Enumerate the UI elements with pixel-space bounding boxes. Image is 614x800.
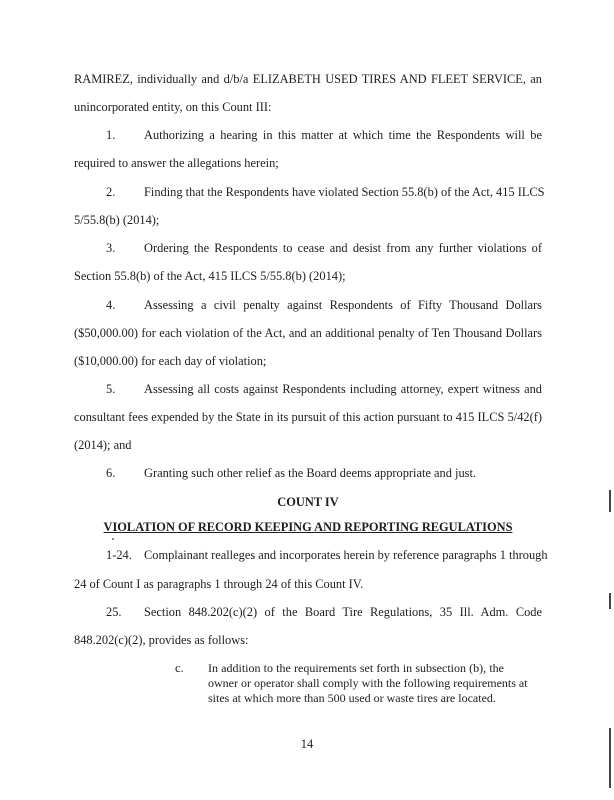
quote-marker: c.: [175, 661, 184, 675]
count-heading: COUNT IV: [277, 495, 339, 509]
para-1-24-continuation: 24 of Count I as paragraphs 1 through 24 of this Count IV.: [74, 577, 364, 591]
para-25-text: Section 848.202(c)(2) of the Board Tire Regulations, 35 Ill. Adm. Code: [144, 605, 542, 619]
quote-line-2: owner or operator shall comply with the following requirements at: [208, 676, 528, 690]
item-2-number: 2.: [106, 185, 116, 199]
item-4-text: Assessing a civil penalty against Respondents of Fifty Thousand Dollars: [144, 298, 542, 312]
item-6-text: Granting such other relief as the Board deems appropriate and just.: [144, 466, 477, 480]
para-1-24-text: Complainant realleges and incorporates herein by reference paragraphs 1 through: [144, 548, 548, 562]
quote-line-3: sites at which more than 500 used or waste tires are located.: [208, 691, 496, 705]
item-1-text: Authorizing a hearing in this matter at which time the Respondents will be: [144, 128, 542, 142]
item-3-continuation: Section 55.8(b) of the Act, 415 ILCS 5/55.8(b) (2014);: [74, 269, 346, 283]
item-1-number: 1.: [106, 128, 116, 142]
item-5-text: Assessing all costs against Respondents including attorney, expert witness and: [144, 382, 542, 396]
item-3-text: Ordering the Respondents to cease and desist from any further violations of: [144, 241, 542, 255]
scan-edge-mark: [609, 728, 611, 788]
scan-speck: [112, 538, 114, 540]
item-2-text: Finding that the Respondents have violated Section 55.8(b) of the Act, 415 ILCS: [144, 185, 545, 199]
quote-line-1: In addition to the requirements set forth in subsection (b), the: [208, 661, 504, 675]
para-25-number: 25.: [106, 605, 122, 619]
scan-edge-mark: [609, 490, 611, 512]
item-1-continuation: required to answer the allegations herein;: [74, 156, 279, 170]
para-25-continuation: 848.202(c)(2), provides as follows:: [74, 633, 249, 647]
item-4-continuation-1: ($50,000.00) for each violation of the Act, and an additional penalty of Ten Thousand Dollars: [74, 326, 542, 340]
count-title: VIOLATION OF RECORD KEEPING AND REPORTING REGULATIONS: [103, 520, 513, 534]
item-4-continuation-2: ($10,000.00) for each day of violation;: [74, 354, 267, 368]
item-6-number: 6.: [106, 466, 116, 480]
item-2-continuation: 5/55.8(b) (2014);: [74, 213, 160, 227]
intro-line-1: RAMIREZ, individually and d/b/a ELIZABETH USED TIRES AND FLEET SERVICE, an: [74, 72, 542, 86]
item-5-continuation-1: consultant fees expended by the State in its pursuit of this action pursuant to 415 ILCS 5/42(f): [74, 410, 542, 424]
page-number: 14: [300, 737, 314, 751]
intro-line-2: unincorporated entity, on this Count III:: [74, 100, 272, 114]
item-5-number: 5.: [106, 382, 116, 396]
item-5-continuation-2: (2014); and: [74, 438, 132, 452]
item-4-number: 4.: [106, 298, 116, 312]
item-3-number: 3.: [106, 241, 116, 255]
para-1-24-number: 1-24.: [106, 548, 132, 562]
scan-edge-mark: [609, 593, 611, 609]
